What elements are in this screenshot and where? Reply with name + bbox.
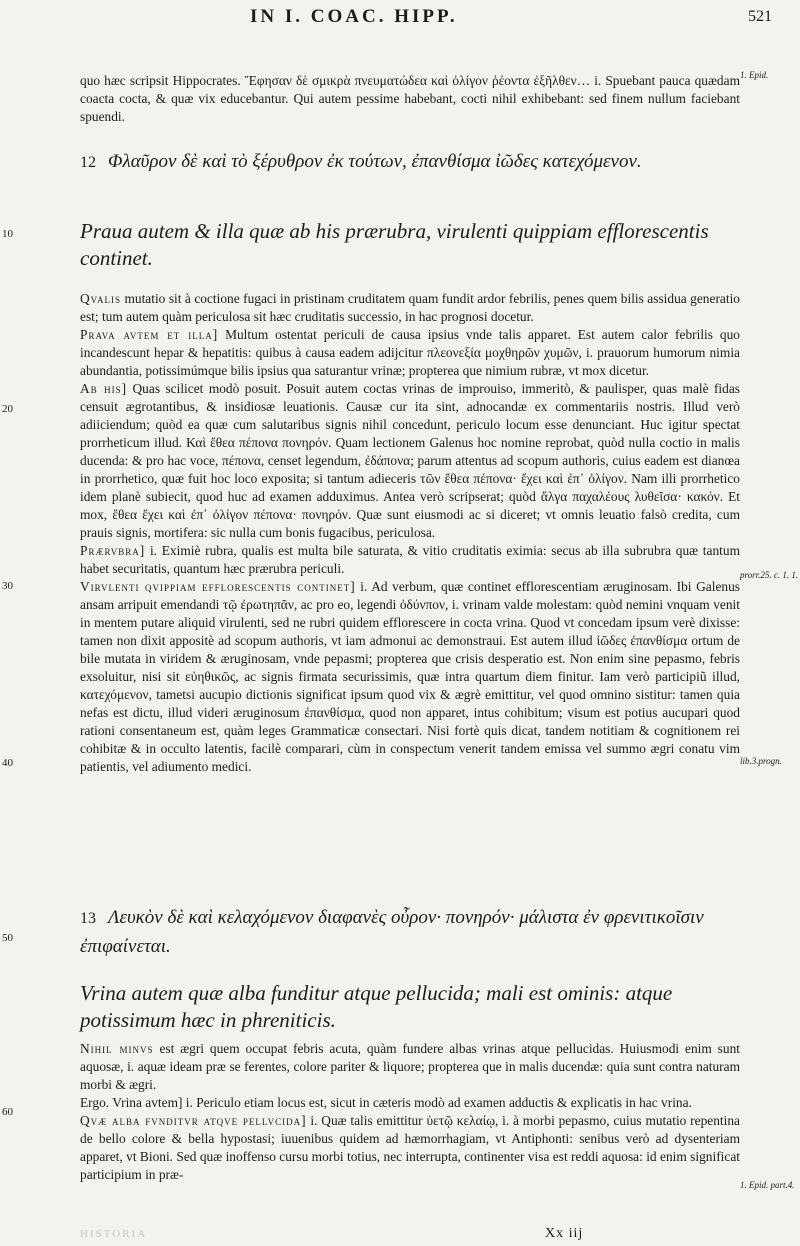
commentary-paragraph: Prærvbra] i. Eximiè rubra, qualis est multa bile saturata, & vitio cruditatis eximia: secus ab illa subrubra quæ tantum habet securitatis, quantum hæc prærubra periculi.	[80, 543, 740, 576]
line-number: 20	[2, 403, 13, 415]
margin-reference: 1. Epid. part.4.	[740, 1180, 795, 1190]
intro-paragraph	[80, 72, 740, 126]
lemma: Nihil minvs	[80, 1041, 154, 1056]
lemma: Prærvbra]	[80, 543, 146, 558]
greek-text: Λευκὸν δὲ καὶ κελαχόμενον διαφανὲς οὖρον· πονηρόν· μάλιστα ἐν φρενιτικοῖσιν ἐπιφαίνεται.	[80, 907, 704, 957]
commentary-paragraph: Prava avtem et illa] Multum ostentat periculi de causa ipsius vnde talis apparet. Est autem calor febrilis quo incandescunt hepar & hepatitis: quibus à causa eadem adijcitur πλεονεξία μοχθηρῶν χυμῶν, i. prauorum humorum nimia abundantia, potissimúmque bilis ipsius qua saturantur vrinæ; propterea que nimium rubræ, vt mox dicetur.	[80, 327, 740, 378]
intro-text: quo hæc scripsit Hippocrates. Ἔφησαν δὲ σμικρὰ πνευματώδεα καὶ ὀλίγον ῥέοντα ἐξῆλθεν… i. Spuebant pauca quædam coacta cocta, & quæ vix educebantur. Qui autem pessime habebant, cocti nihil exhibebant: sed finem nullum faciebant spuendi.	[80, 73, 740, 124]
section-number: 13	[80, 910, 96, 927]
lemma: Qvæ alba fvnditvr atqve pellvcida]	[80, 1113, 307, 1128]
section-13	[80, 904, 740, 961]
line-number: 50	[2, 932, 13, 944]
line-number: 60	[2, 1106, 13, 1118]
commentary-paragraph: Ergo. Vrina avtem] i. Periculo etiam locus est, sicut in cæteris modò ad examen adductis & explicatis in hac vrina.	[80, 1095, 692, 1110]
section-number: 12	[80, 154, 96, 171]
greek-text: Φλαῦρον δὲ καὶ τὸ ξέρυθρον ἐκ τούτων, ἐπανθίσμα ἰῶδες κατεχόμενον.	[108, 151, 642, 172]
section-12	[80, 148, 740, 177]
margin-reference: 1. Epid.	[740, 70, 769, 80]
lemma: Qvalis	[80, 291, 122, 306]
lemma: Prava avtem et illa]	[80, 327, 219, 342]
section-12-latin	[80, 218, 740, 272]
page-number: 521	[748, 8, 772, 25]
commentary-paragraph: Ab his] Quas scilicet modò posuit. Posuit autem coctas vrinas de improuiso, immeritò, & paulisper, quas malè fidas censuit ægrotantibus, & insidiosæ leuationis. Causæ cur ita sint, adnocandæ ex commentariis nostris. Illud verò adiiciendum; quòd ea quæ cum salutaribus signis nihil concedunt, periculo locum esse denunciant. Huc igitur spectat prorrheticum illud. Καὶ ἔθεα πέπονα πονηρόν. Quam lectionem Galenus hoc nomine reprobat, quòd nulla coctio in malis ducenda: & pro hac voce, πέπονα, censet legendum, ἐδάπονα; parum attentus ad scopum authoris, cuius eadem est dianœa in prorrhetico, quæ fuit hoc loco exposita; si tantum adieceris τῶν ἔθεα πέπονα· ἔχει καὶ ἐπ᾽ ὀλίγον. Nam illi prorrhetico idem planè subiecit, quod huc ad examen adduximus. Antea verò scripserat; quòd ἄλγα παχαλέους λυθεῖσα· κακόν. Et mox, ἔθεα ἔχει καὶ ἐπ᾽ ὀλίγον πέπονα· πονηρόν. Quæ sunt eiusmodi ac si diceret; vt omnis leuatio falsò credita, cum prauis signis, mortifera: sic nulla cum bonis fugacibus, periculosa.	[80, 381, 741, 540]
signature-mark: Xx iij	[545, 1226, 584, 1241]
lemma: Ab his]	[80, 381, 128, 396]
aphorism-latin-heading: Praua autem & illa quæ ab his prærubra, virulenti quippiam efflorescentis continet.	[80, 219, 709, 270]
section-13-latin	[80, 980, 740, 1034]
margin-reference: prorr.25. c. 1. 1.	[740, 570, 799, 580]
commentary-paragraph: Qvæ alba fvnditvr atqve pellvcida] i. Quæ talis emittitur ὑετῷ κελαίῳ, i. à morbi pepasmo, cuius mutatio repentina de bello colore & bella hypostasi; iuuenibus quidem ad hæmorrhagiam, vt Antiphonti: senibus verò ad dysenteriam apparet, vt Bioni. Sed quæ inoffenso cursu morbi totius, nec interrupta, continenter visa est reddi aquosa: id enim significat participium in præ-	[80, 1113, 740, 1182]
lemma: Virvlenti qvippiam efflorescentis continet]	[80, 579, 356, 594]
commentary-paragraph: Qvalis mutatio sit à coctione fugaci in pristinam cruditatem quam fundit ardor febrilis, penes quem bilis assidua generatio est; tum autem quàm periculosa sit hæc cruditatis successio, in hac prognosi docetur.	[80, 291, 740, 324]
section-12-commentary	[80, 290, 740, 776]
aphorism-latin-heading: Vrina autem quæ alba funditur atque pellucida; mali est ominis: atque potissimum hæc in phreniticis.	[80, 981, 673, 1032]
section-13-commentary	[80, 1040, 740, 1184]
commentary-paragraph: Virvlenti qvippiam efflorescentis continet] i. Ad verbum, quæ continet efflorescentiam æruginosam. Ibi Galenus ansam arripuit emendandi τῷ ἐρωτηπᾶν, ac pro eo, legendi ὀδύνπον, i. vrinam valde molestam: quòd nemini vnquam venit in mentem putare aliquid virulenti, sed ne rubri quidem efflorescere in cocta vrina. Quod vt concedam ipsum verè dixisse: tamen non dixit appositè ad scopum authoris, vt iam admonui ac demonstraui. Est autem illud ἰῶδες ἐπανθίσμα ortum de bile mutata in viridem & æruginosam, vnde pepasmi; propterea que crisis desperatio est. Non enim sine pepasmo, febris exsoluitur, nisi sit εὐηθικῶς, ac signis firmata securissimis, quæ intra quartum diem finitur. Iam verò participiũ illud, κατεχόμενον, tametsi aucupio dictionis significat ipsum quod vix & ægrè emittitur, vel quod omnino sistitur: tamen quia nefas est dictu, illud videri æruginosum ἐπανθίσμα, quod non apparet, intus cohibitum; visum est potius aucupari quod rationi consentaneum est, quàm leges Grammaticæ consectari. Nisi fortè quis dicat, tandem notitiam & cognitionem rei cohibitæ & in occulto latentis, facilè comparari, cùm in conspectum venerit tandem emissa vel summo ægri conatu vim patientis, vel adiumento medici.	[80, 579, 740, 774]
show-through-text: HISTORIA	[80, 1228, 148, 1240]
running-title: IN I. COAC. HIPP.	[250, 6, 458, 27]
line-number: 10	[2, 228, 13, 240]
aphorism-greek-heading	[80, 148, 740, 177]
commentary-paragraph: Nihil minvs est ægri quem occupat febris acuta, quàm fundere albas vrinas atque pellucidas. Huiusmodi enim sunt aquosæ, i. aquæ ideam præ se ferentes, colore pariter & liquore; propterea que in malis ducendæ: quia sunt contra naturam morbi & ægri.	[80, 1041, 740, 1092]
margin-reference: lib.3.progn.	[740, 756, 782, 766]
aphorism-greek-heading	[80, 904, 740, 961]
line-number: 30	[2, 580, 13, 592]
page-header	[0, 4, 800, 32]
line-number: 40	[2, 757, 13, 769]
